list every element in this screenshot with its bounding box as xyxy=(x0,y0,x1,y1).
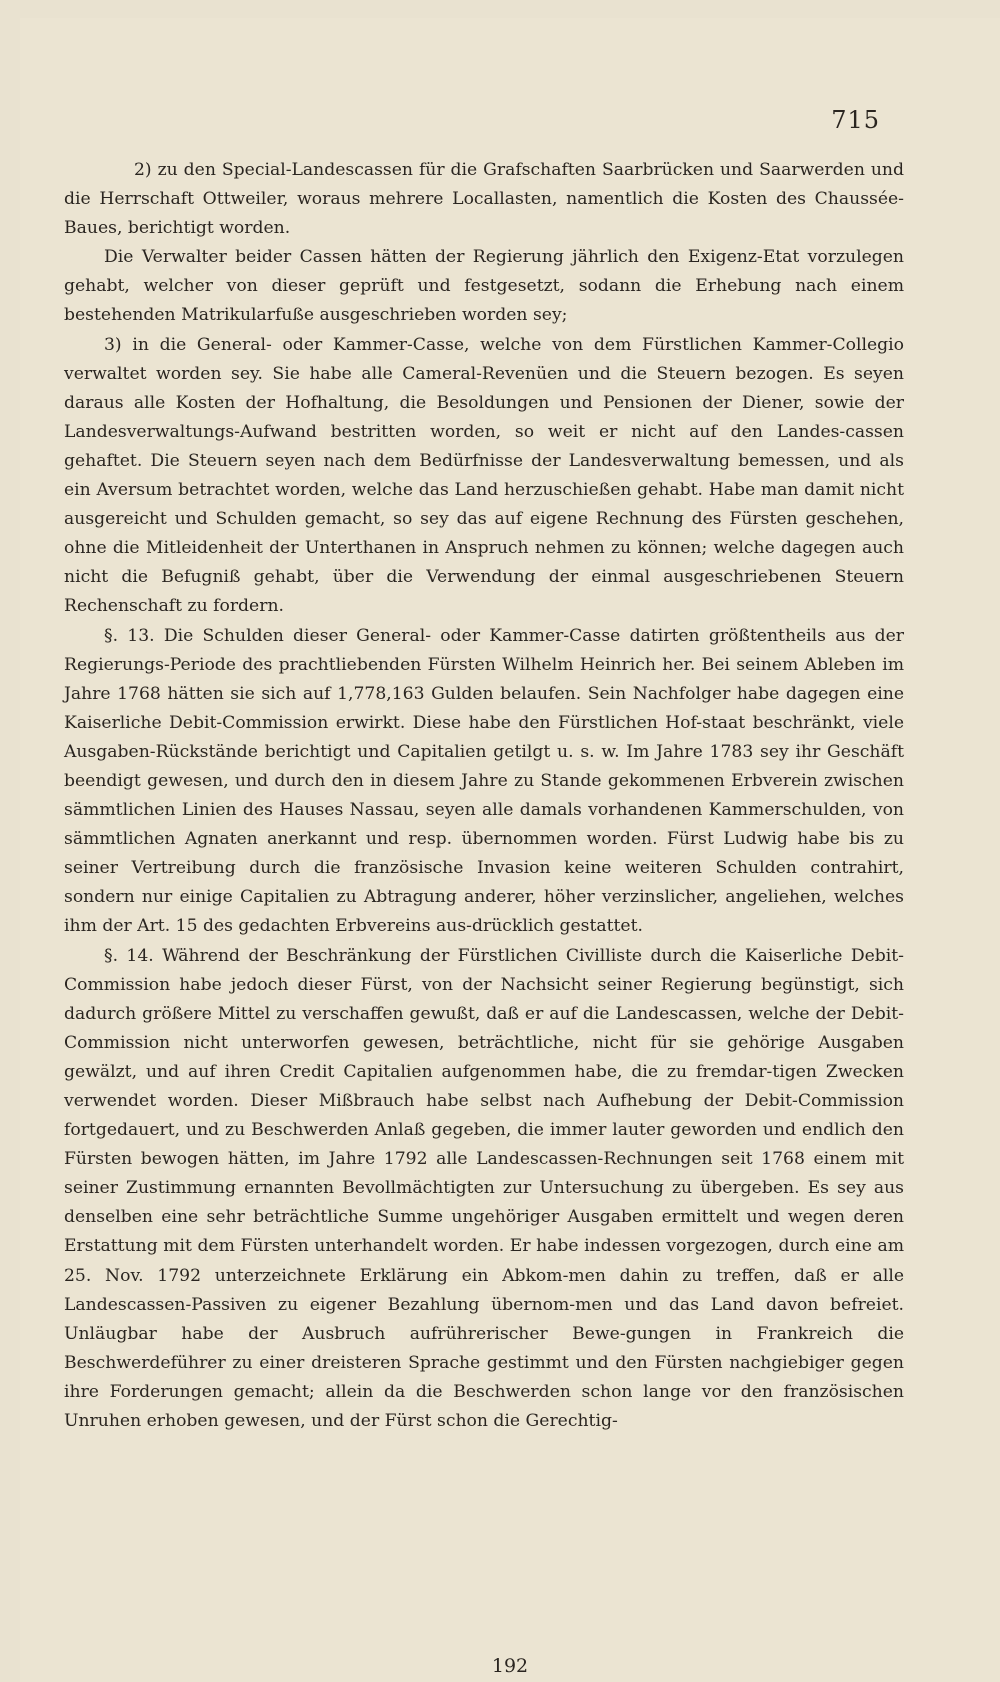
signature-mark: 192 xyxy=(491,1655,529,1677)
paragraph-3: 3) in die General- oder Kammer-Casse, welche von dem Fürstlichen Kammer-Collegio verwaltet worden sey. Sie habe alle Cameral-Revenüen und die Steuern bezogen. Es seyen daraus alle Kosten der Hofhaltung, die Besoldungen und Pensionen der Diener, sowie der Landesverwaltungs-Aufwand bestritten worden, so weit er nicht auf den Landes-cassen gehaftet. Die Steuern seyen nach dem Bedürfnisse der Landesverwaltung bemessen, und als ein Aversum betrachtet worden, welche das Land herzuschießen gehabt. Habe man damit nicht ausgereicht und Schulden gemacht, so sey das auf eigene Rechnung des Fürsten geschehen, ohne die Mitleidenheit der Unterthanen in Anspruch nehmen zu können; welche dagegen auch nicht die Befugniß gehabt, über die Verwendung der einmal ausgeschriebenen Steuern Rechenschaft zu fordern. xyxy=(64,334,904,617)
paragraph-2: 2) zu den Special-Landescassen für die Grafschaften Saarbrücken und Saarwerden und die Herrschaft Ottweiler, woraus mehrere Locallasten, namentlich die Kosten des Chaussée-Baues, berichtigt worden. xyxy=(64,160,904,239)
document-page xyxy=(20,18,1000,1682)
page-number: 715 xyxy=(831,106,880,134)
body-text xyxy=(64,156,904,1436)
paragraph-verwalter: Die Verwalter beider Cassen hätten der Regierung jährlich den Exigenz-Etat vorzulegen gehabt, welcher von dieser geprüft und festgesetzt, sodann die Erhebung nach einem bestehenden Matrikularfuße ausgeschrieben worden sey; xyxy=(64,247,904,326)
paragraph-section-14: §. 14. Während der Beschränkung der Fürstlichen Civilliste durch die Kaiserliche Debit-Commission habe jedoch dieser Fürst, von der Nachsicht seiner Regierung begünstigt, sich dadurch größere Mittel zu verschaffen gewußt, daß er auf die Landescassen, welche der Debit-Commission nicht unterworfen gewesen, beträchtliche, nicht für sie gehörige Ausgaben gewälzt, und auf ihren Credit Capitalien aufgenommen habe, die zu fremdar-tigen Zwecken verwendet worden. Dieser Mißbrauch habe selbst nach Aufhebung der Debit-Commission fortgedauert, und zu Beschwerden Anlaß gegeben, die immer lauter geworden und endlich den Fürsten bewogen hätten, im Jahre 1792 alle Landescassen-Rechnungen seit 1768 einem mit seiner Zustimmung ernannten Bevollmächtigten zur Untersuchung zu übergeben. Es sey aus denselben eine sehr beträchtliche Summe ungehöriger Ausgaben ermittelt und wegen deren Erstattung mit dem Fürsten unterhandelt worden. Er habe indessen vorgezogen, durch eine am 25. Nov. 1792 unterzeichnete Erklärung ein Abkom-men dahin zu treffen, daß er alle Landescassen-Passiven zu eigener Bezahlung übernom-men und das Land davon befreiet. Unläugbar habe der Ausbruch aufrührerischer Bewe-gungen in Frankreich die Beschwerdeführer zu einer dreisteren Sprache gestimmt und den Fürsten nachgiebiger gegen ihre Forderungen gemacht; allein da die Beschwerden schon lange vor den französischen Unruhen erhoben gewesen, und der Fürst schon die Gerechtig- xyxy=(64,945,904,1432)
paragraph-section-13: §. 13. Die Schulden dieser General- oder Kammer-Casse datirten größtentheils aus der Regierungs-Periode des prachtliebenden Fürsten Wilhelm Heinrich her. Bei seinem Ableben im Jahre 1768 hätten sie sich auf 1,778,163 Gulden belaufen. Sein Nachfolger habe dagegen eine Kaiserliche Debit-Commission erwirkt. Diese habe den Fürstlichen Hof-staat beschränkt, viele Ausgaben-Rückstände berichtigt und Capitalien getilgt u. s. w. Im Jahre 1783 sey ihr Geschäft beendigt gewesen, und durch den in diesem Jahre zu Stande gekommenen Erbverein zwischen sämmtlichen Linien des Hauses Nassau, seyen alle damals vorhandenen Kammerschulden, von sämmtlichen Agnaten anerkannt und resp. übernommen worden. Fürst Ludwig habe bis zu seiner Vertreibung durch die französische Invasion keine weiteren Schulden contrahirt, sondern nur einige Capitalien zu Abtragung anderer, höher verzinslicher, angeliehen, welches ihm der Art. 15 des gedachten Erbvereins aus-drücklich gestattet. xyxy=(64,625,904,937)
